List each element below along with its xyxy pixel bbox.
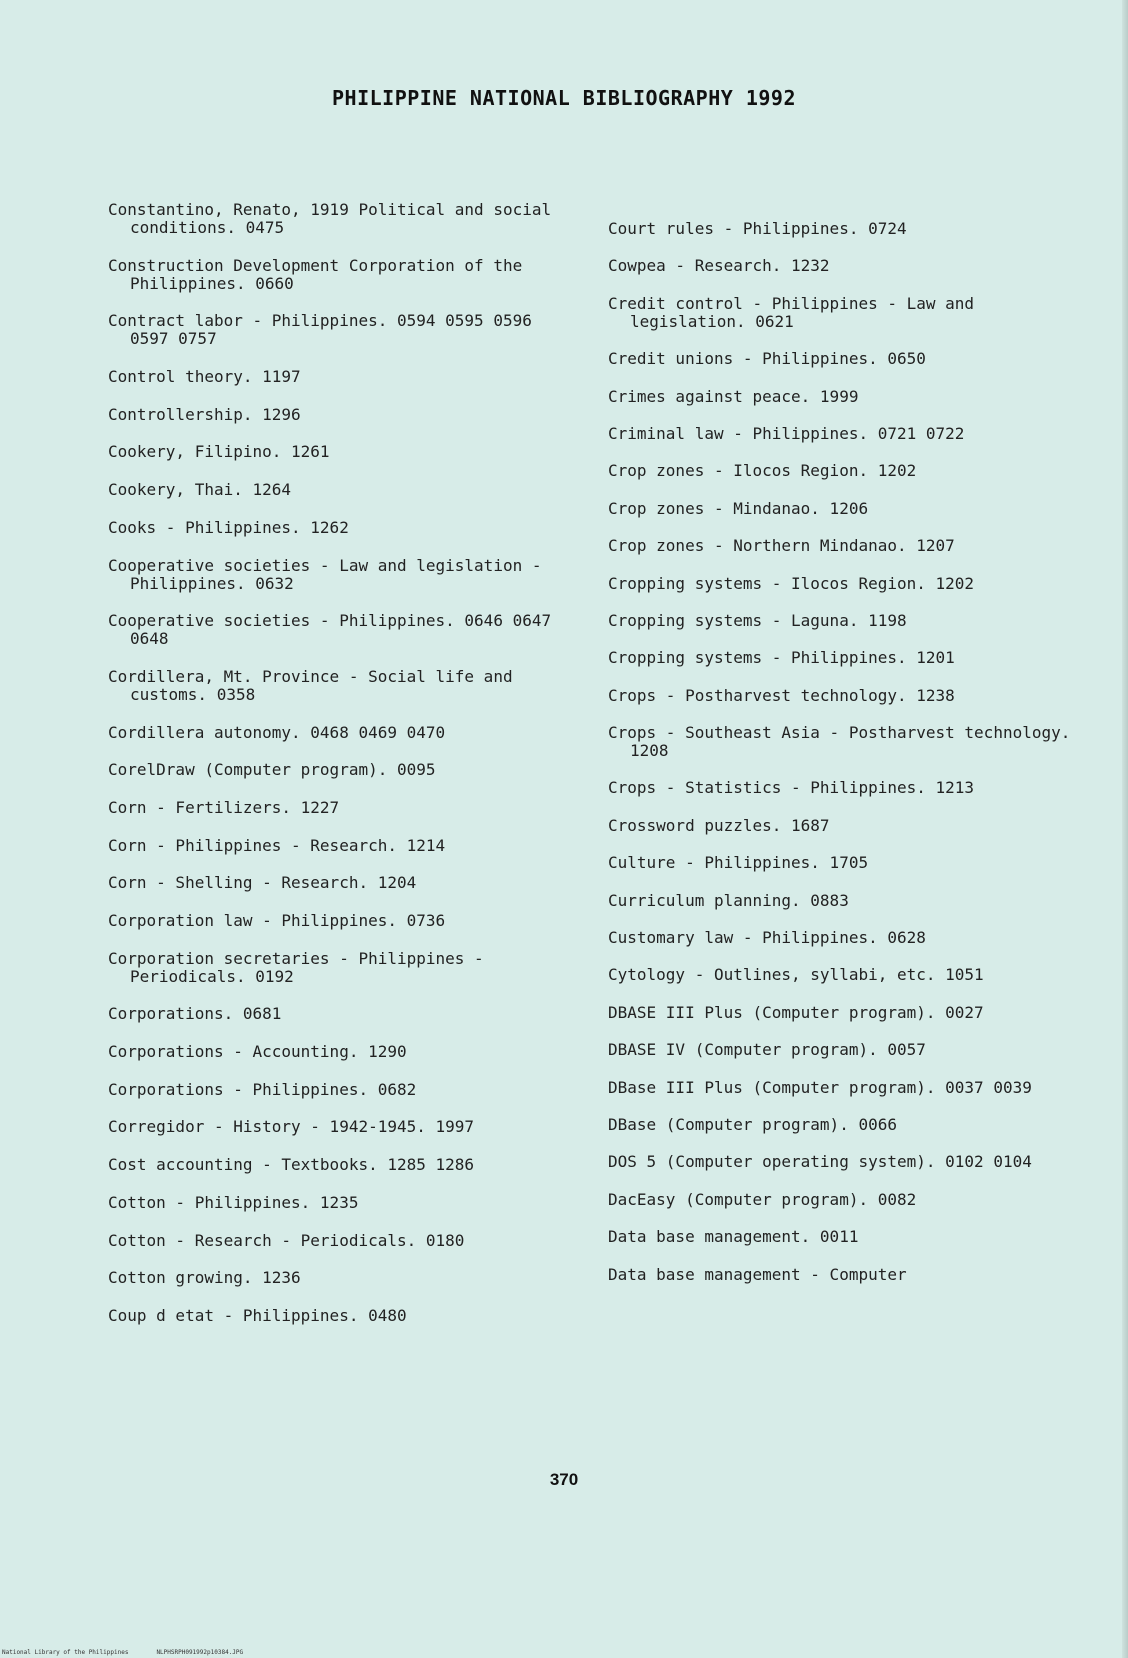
right-column xyxy=(608,220,1078,1303)
page-number: 370 xyxy=(549,1470,579,1489)
index-entry: Crop zones - Mindanao. 1206 xyxy=(608,498,869,518)
index-entry: Cooperative societies - Philippines. 0646 0647 0648 xyxy=(108,611,552,649)
index-entry: Cropping systems - Ilocos Region. 1202 xyxy=(608,573,975,593)
index-entry: Corporations - Accounting. 1290 xyxy=(108,1042,407,1062)
index-entry: Contract labor - Philippines. 0594 0595 0596 0597 0757 xyxy=(108,311,532,349)
index-entry: Crop zones - Northern Mindanao. 1207 xyxy=(608,536,955,556)
index-entry: Crops - Postharvest technology. 1238 xyxy=(608,685,955,705)
index-entry: CorelDraw (Computer program). 0095 xyxy=(108,760,436,780)
index-entry: DBase (Computer program). 0066 xyxy=(608,1114,897,1134)
index-entry: Data base management. 0011 xyxy=(608,1227,859,1247)
index-entry: DBASE IV (Computer program). 0057 xyxy=(608,1040,926,1060)
index-entry: DacEasy (Computer program). 0082 xyxy=(608,1189,917,1209)
index-entry: Corn - Fertilizers. 1227 xyxy=(108,797,340,817)
index-entry: Data base management - Computer xyxy=(608,1264,907,1284)
index-entry: Corporations - Philippines. 0682 xyxy=(108,1079,417,1099)
index-entry: Credit control - Philippines - Law and legislation. 0621 xyxy=(608,293,975,331)
index-entry: Cytology - Outlines, syllabi, etc. 1051 xyxy=(608,965,984,985)
index-entry: Cooks - Philippines. 1262 xyxy=(108,517,349,537)
index-entry: Corn - Shelling - Research. 1204 xyxy=(108,873,417,893)
index-entry: Cordillera autonomy. 0468 0469 0470 xyxy=(108,722,446,742)
index-entry: Cowpea - Research. 1232 xyxy=(608,256,830,276)
index-entry: Customary law - Philippines. 0628 xyxy=(608,928,926,948)
index-entry: Cotton growing. 1236 xyxy=(108,1268,301,1288)
index-entry: Crops - Statistics - Philippines. 1213 xyxy=(608,778,975,798)
index-entry: Constantino, Renato, 1919 Political and social conditions. 0475 xyxy=(108,200,552,237)
index-entry: Cost accounting - Textbooks. 1285 1286 xyxy=(108,1155,475,1175)
index-entry: Cotton - Research - Periodicals. 0180 xyxy=(108,1230,465,1250)
index-entry: Cropping systems - Laguna. 1198 xyxy=(608,610,907,630)
index-entry: Cookery, Filipino. 1261 xyxy=(108,442,330,462)
index-entry: Cookery, Thai. 1264 xyxy=(108,480,292,500)
index-entry: Corregidor - History - 1942-1945. 1997 xyxy=(108,1117,475,1137)
footer-library: National Library of the Philippines xyxy=(2,1649,129,1656)
index-entry: Crimes against peace. 1999 xyxy=(608,386,859,406)
index-entry: Controllership. 1296 xyxy=(108,404,301,424)
footer-file: NLPHSRPH091992p10384.JPG xyxy=(156,1649,244,1656)
index-entry: DOS 5 (Computer operating system). 0102 0104 xyxy=(608,1152,1032,1172)
index-entry: Credit unions - Philippines. 0650 xyxy=(608,349,926,369)
index-entry: Corporation law - Philippines. 0736 xyxy=(108,911,446,930)
index-entry: Crossword puzzles. 1687 xyxy=(608,815,830,835)
index-entry: Crops - Southeast Asia - Postharvest technology. 1208 xyxy=(608,723,1071,761)
page-edge xyxy=(1122,0,1128,1658)
index-entry: DBase III Plus (Computer program). 0037 0039 xyxy=(608,1077,1032,1097)
index-entry: DBASE III Plus (Computer program). 0027 xyxy=(608,1002,984,1022)
page-title: PHILIPPINE NATIONAL BIBLIOGRAPHY 1992 xyxy=(331,86,797,110)
index-entry: Cordillera, Mt. Province - Social life and customs. 0358 xyxy=(108,666,513,704)
index-entry: Coup d etat - Philippines. 0480 xyxy=(108,1305,407,1325)
index-entry: Control theory. 1197 xyxy=(108,367,301,387)
index-entry: Corporation secretaries - Philippines - Periodicals. 0192 xyxy=(108,948,484,986)
index-entry: Criminal law - Philippines. 0721 0722 xyxy=(608,423,965,443)
index-entry: Cotton - Philippines. 1235 xyxy=(108,1192,359,1212)
index-entry: Cropping systems - Philippines. 1201 xyxy=(608,648,955,668)
index-entry: Crop zones - Ilocos Region. 1202 xyxy=(608,461,917,481)
index-entry: Curriculum planning. 0883 xyxy=(608,890,849,910)
index-entry: Corporations. 0681 xyxy=(108,1004,282,1024)
left-column xyxy=(108,201,573,1345)
index-entry: Corn - Philippines - Research. 1214 xyxy=(108,835,446,855)
index-entry: Culture - Philippines. 1705 xyxy=(608,853,869,873)
index-entry: Construction Development Corporation of the Philippines. 0660 xyxy=(108,255,523,293)
footer-credit xyxy=(2,1649,271,1656)
index-entry: Cooperative societies - Law and legislation - Philippines. 0632 xyxy=(108,555,542,593)
index-entry: Court rules - Philippines. 0724 xyxy=(608,219,907,238)
